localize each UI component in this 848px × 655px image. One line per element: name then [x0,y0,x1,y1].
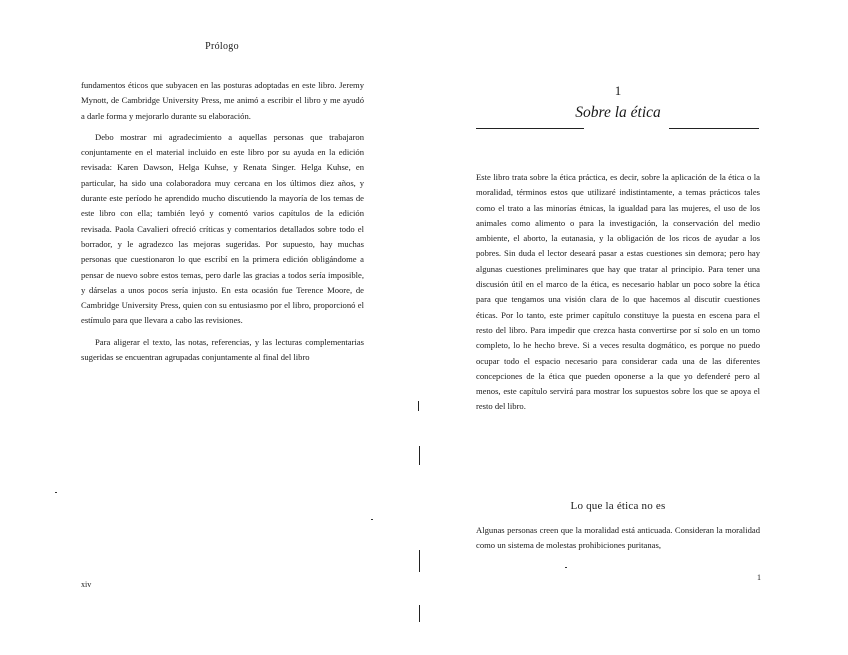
paragraph: Algunas personas creen que la moralidad está anticuada. Consideran la moralidad como un sistema de molestas prohibiciones puritanas, [476,525,760,551]
gutter-mark [418,401,419,411]
section-heading: Lo que la ética no es [570,500,666,512]
paragraph: Debo mostrar mi agradecimiento a aquellas personas que trabajaron conjuntamente en el material incluido en este libro por su ayuda en la edición revisada: Karen Dawson, Helga Kuhse, y Renata Singer. Helga Kuhse, en particular, ha sido una colaboradora muy cercana en los últimos diez años, y durante este período he aprendido mucho discutiendo la mayoría de los temas de este libro con ella; también leyó y comentó varios capítulos de la edición revisada. Paola Cavalieri ofreció críticas y comentarios detallados sobre todo el borrador, y le agradezco las mejoras sugeridas. Por supuesto, hay muchas personas que cuestionaron lo que escribí en la primera edición obligándome a pensar de nuevo sobre estos temas, pero darle las gracias a todos sería imposible, y dárselas a unos pocos sería injusto. En esta ocasión fue Terence Moore, de Cambridge University Press, quien con su entusiasmo por el libro, proporcionó el estímulo para que llevara a cabo las revisiones. [81,131,364,326]
gutter-mark [419,605,420,622]
section-body [476,523,760,554]
gutter-mark [419,446,420,465]
scan-speck [371,519,373,520]
page-number-right: 1 [757,573,761,582]
chapter-number: 1 [614,83,622,98]
left-page-body [81,78,364,365]
title-rule-left [476,128,584,129]
title-rule-right [669,128,759,129]
scan-speck [55,492,57,493]
gutter-mark [419,550,420,572]
paragraph: Este libro trata sobre la ética práctica, es decir, sobre la aplicación de la ética o la moralidad, términos estos que utilizaré indistintamente, a temas prácticos tales como el trato a las minorías étnicas, la igualdad para las mujeres, el uso de los animales como alimento o para la investigación, la conservación del medio ambiente, el aborto, la eutanasia, y la obligación de los ricos de ayudar a los pobres. Sin duda el lector deseará pasar a estas cuestiones sin demora; pero hay algunas cuestiones preliminares que hay que tratar al principio. Para tener una discusión útil en el marco de la ética, es necesario hablar un poco sobre la ética para que tengamos una visión clara de lo que hacemos al discutir cuestiones éticas. Por lo tanto, este primer capítulo constituye la puesta en escena para el resto del libro. Para impedir que crezca hasta convertirse por sí solo en un tomo completo, lo he hecho breve. Si a veces resulta dogmático, es porque no puedo ocupar todo el espacio necesario para considerar cada una de las diferentes concepciones de la ética que pueden oponerse a la que yo defenderé pero al menos, este capítulo servirá para mostrar los supuestos sobre los que se apoya el resto del libro. [476,172,760,412]
running-head: Prólogo [205,41,239,52]
scan-speck [565,567,567,568]
paragraph: Para aligerar el texto, las notas, referencias, y las lecturas complementarias sugeridas se encuentran agrupadas conjuntamente al final del libro [81,336,364,363]
right-page-body [476,170,760,415]
chapter-title: Sobre la ética [575,104,661,121]
paragraph: fundamentos éticos que subyacen en las posturas adoptadas en este libro. Jeremy Mynott, de Cambridge University Press, me animó a escribir el libro y me ayudó a darle forma y mejorarlo durante su elaboración. [81,80,364,121]
page-number-left: xiv [81,580,92,589]
